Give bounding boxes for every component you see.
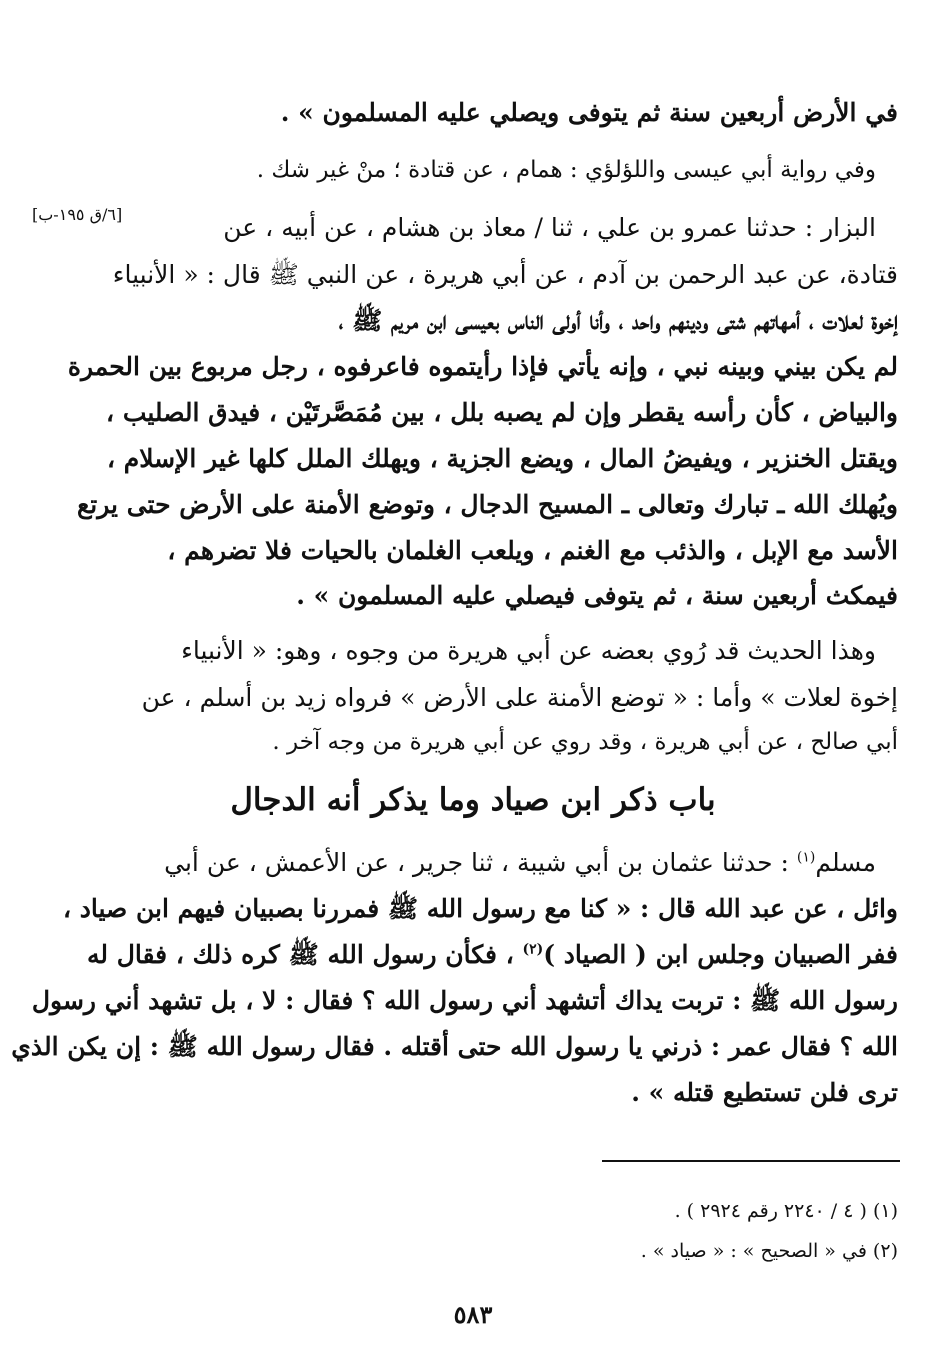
chapter-heading: باب ذكر ابن صياد وما يذكر أنه الدجال	[230, 782, 716, 818]
manuscript-folio-reference: [٦/ق ١٩٥-ب]	[32, 205, 123, 224]
text-line: البزار : حدثنا عمرو بن علي ، ثنا / معاذ بن هشام ، عن أبيه ، عن	[223, 213, 876, 242]
text-line: والبياض ، كأن رأسه يقطر وإن لم يصبه بلل ، بين مُمَصَّرتَيْن ، فيدق الصليب ،	[106, 398, 898, 427]
text-line: وائل ، عن عبد الله قال : « كنا مع رسول الله ﷺ فمررنا بصبيان فيهم ابن صياد ،	[62, 894, 898, 923]
text-span: : حدثنا عثمان بن أبي شيبة ، ثنا جرير ، عن الأعمش ، عن أبي	[164, 848, 797, 877]
text-line: وهذا الحديث قد رُوي بعضه عن أبي هريرة من وجوه ، وهو: « الأنبياء	[181, 636, 876, 665]
text-line: الله ؟ فقال عمر : ذرني يا رسول الله حتى أقتله . فقال رسول الله ﷺ : إن يكن الذي	[11, 1032, 898, 1061]
text-line: أبي صالح ، عن أبي هريرة ، وقد روي عن أبي هريرة من وجه آخر .	[272, 729, 898, 755]
footnote-marker: (٢)	[522, 941, 544, 958]
footnote: (٢) في « الصحيح » : « صياد » .	[640, 1240, 898, 1262]
text-line: في الأرض أربعين سنة ثم يتوفى ويصلي عليه المسلمون » .	[280, 98, 898, 127]
page-number: ٥٨٣	[453, 1300, 493, 1329]
text-line	[46, 848, 876, 878]
text-line: رسول الله ﷺ : تربت يداك أتشهد أني رسول الله ؟ فقال : لا ، بل تشهد أني رسول	[31, 986, 898, 1015]
text-line: فيمكث أربعين سنة ، ثم يتوفى فيصلي عليه المسلمون » .	[296, 581, 898, 610]
footnote-marker: (١)	[796, 849, 816, 866]
text-line: الأسد مع الإبل ، والذئب مع الغنم ، ويلعب الغلمان بالحيات فلا تضرهم ،	[167, 536, 898, 565]
text-line: ترى فلن تستطيع قتله » .	[631, 1078, 898, 1107]
text-line: وفي رواية أبي عيسى واللؤلؤي : همام ، عن قتادة ؛ منْ غير شك .	[256, 157, 876, 183]
text-line: إخوة لعلات ، أمهاتهم شتى ودينهم واحد ، وأنا أولى الناس بعيسى ابن مريم ﷺ ،	[338, 306, 898, 335]
footnote-separator	[602, 1160, 900, 1162]
text-line	[48, 940, 898, 970]
text-span: ، فكأن رسول الله ﷺ كره ذلك ، فقال له	[87, 940, 523, 969]
text-line: ويُهلك الله ـ تبارك وتعالى ـ المسيح الدجال ، وتوضع الأمنة على الأرض حتى يرتع	[77, 490, 898, 519]
text-line: قتادة، عن عبد الرحمن بن آدم ، عن أبي هريرة ، عن النبي ﷺ قال : « الأنبياء	[112, 260, 898, 289]
text-line: لم يكن بيني وبينه نبي ، وإنه يأتي فإذا رأيتموه فاعرفوه ، رجل مربوع بين الحمرة	[67, 352, 898, 381]
text-span: ففر الصبيان وجلس ابن ( الصياد )	[543, 940, 898, 969]
source-name: مسلم	[815, 848, 876, 877]
text-line: ويقتل الخنزير ، ويفيضُ المال ، ويضع الجزية ، ويهلك الملل كلها غير الإسلام ،	[107, 444, 898, 473]
text-line: إخوة لعلات » وأما : « توضع الأمنة على الأرض » فرواه زيد بن أسلم ، عن	[141, 683, 898, 712]
footnote: (١) ( ٤ / ٢٢٤٠ رقم ٢٩٢٤ ) .	[674, 1200, 898, 1222]
